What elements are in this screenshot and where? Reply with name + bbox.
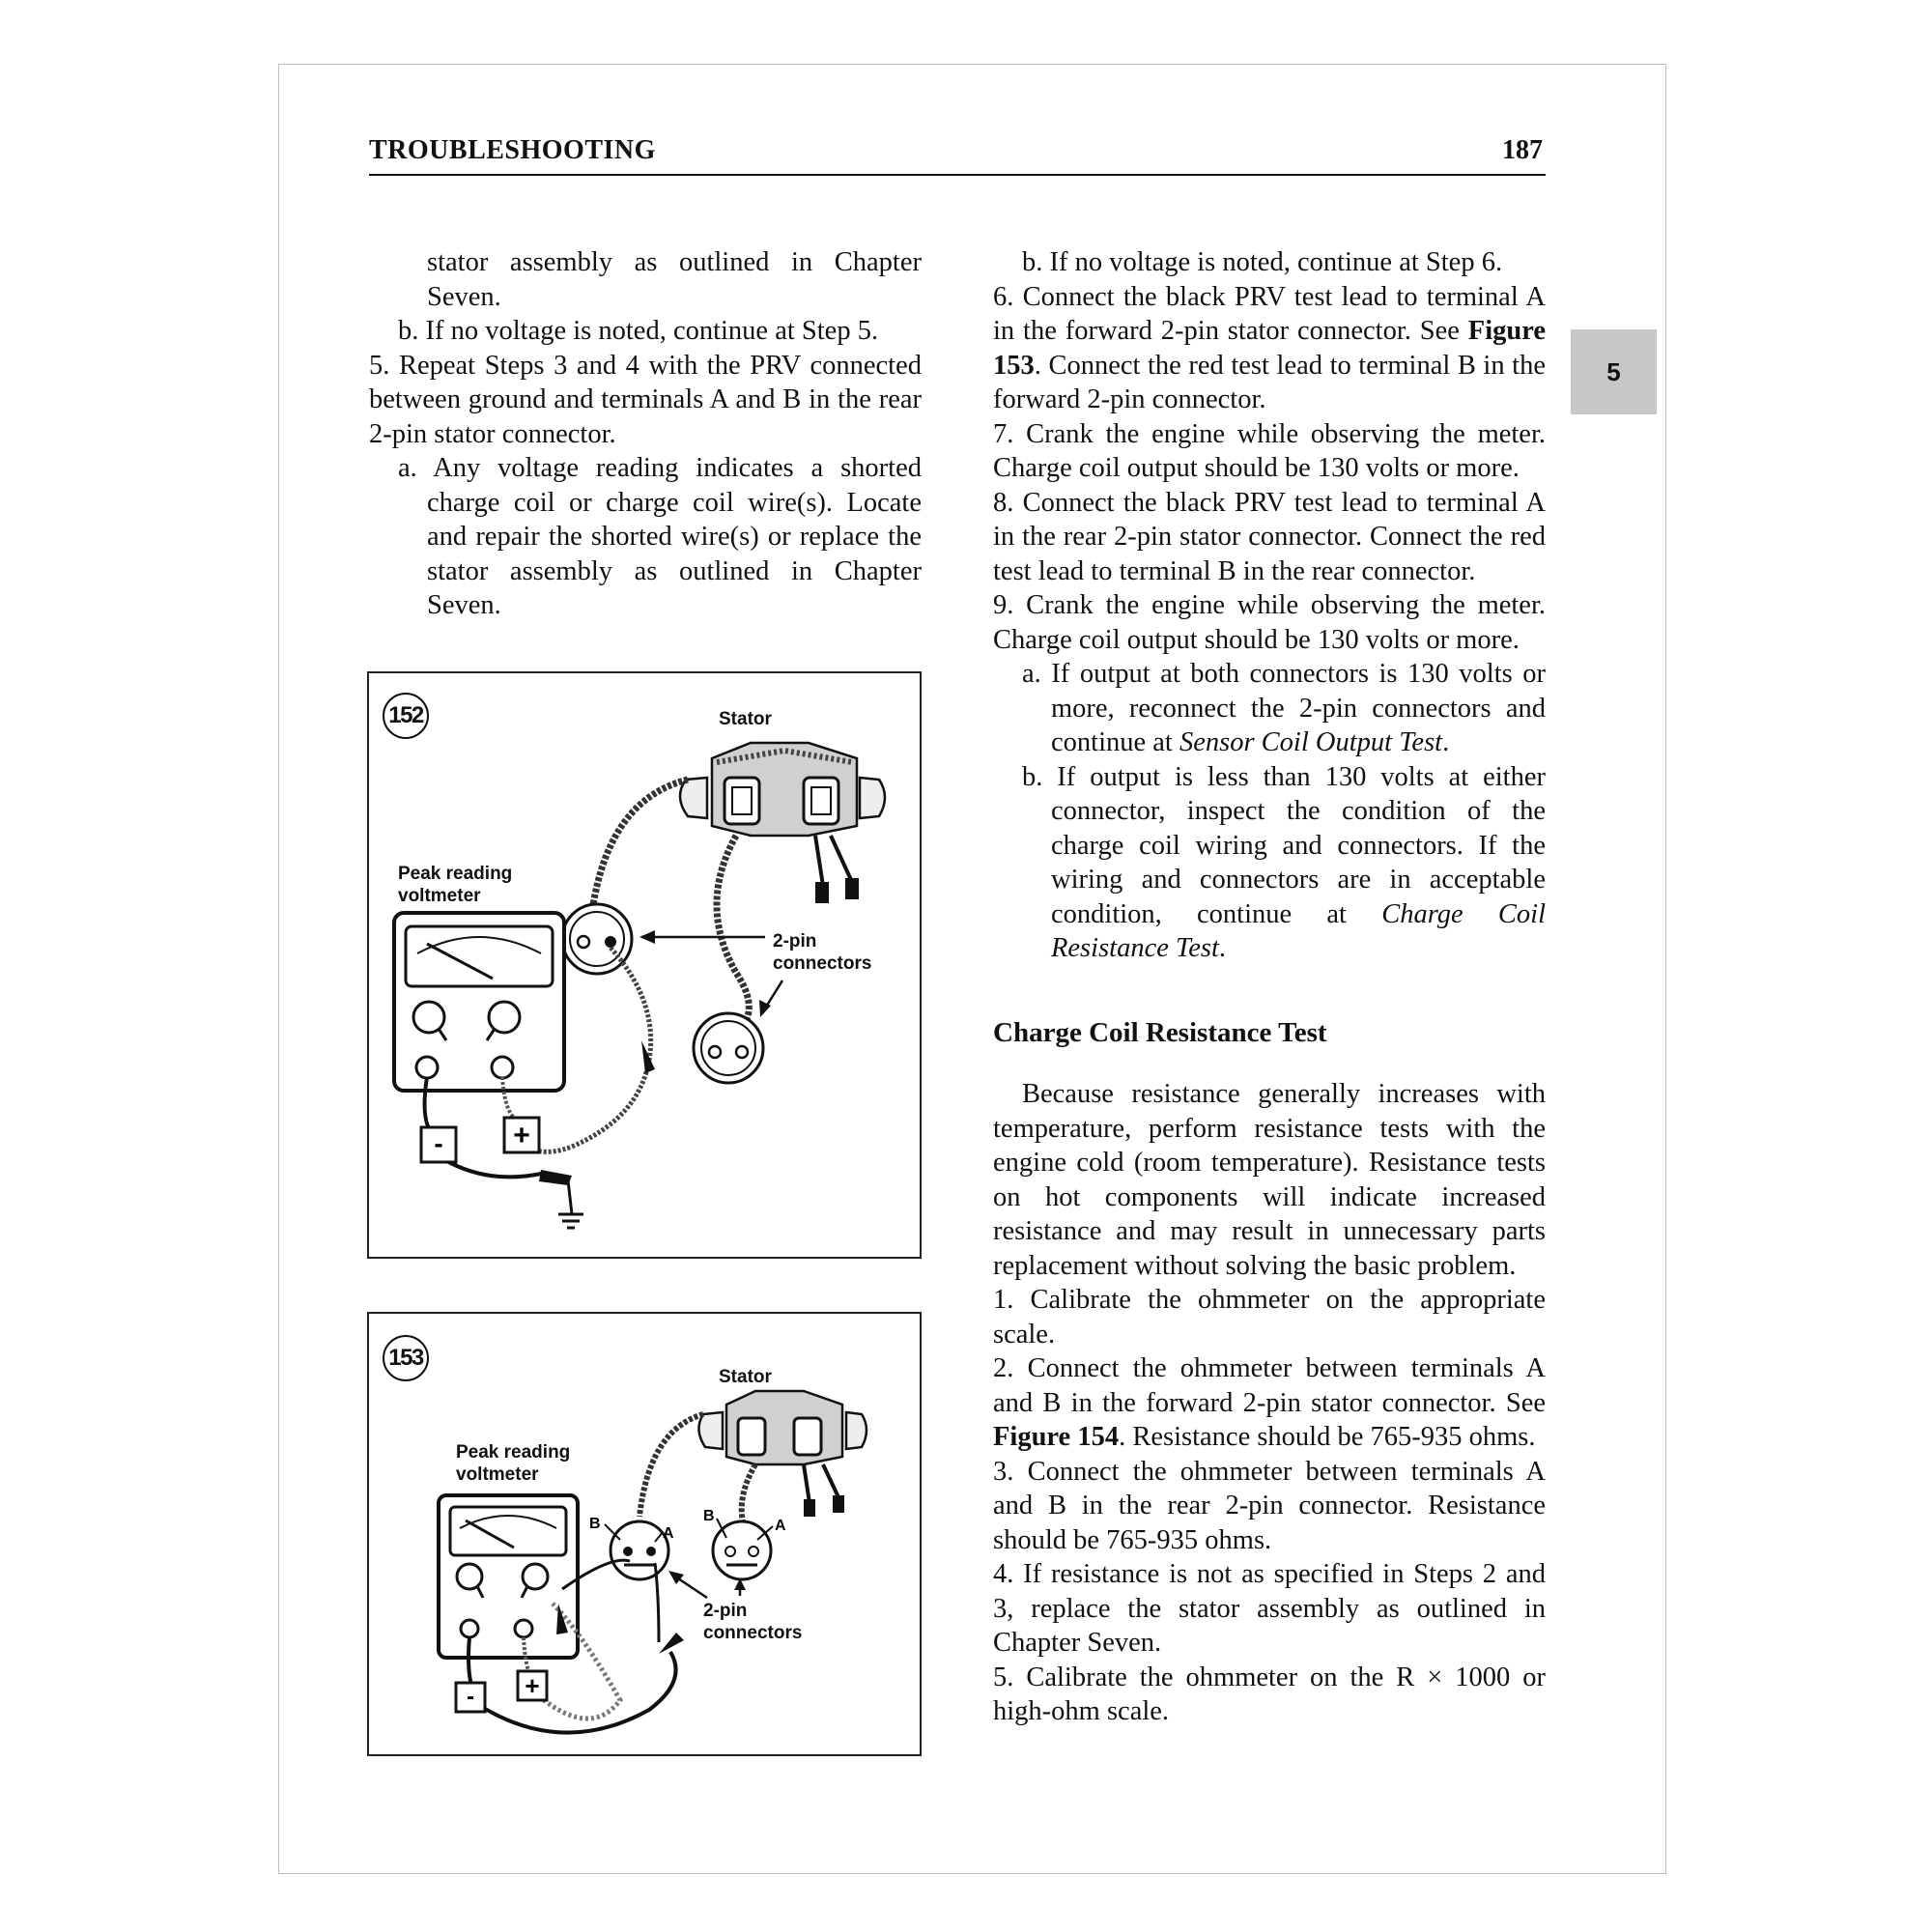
plus-sign: + [525,1671,540,1700]
text-run: . [1218,933,1227,963]
figure-153 [367,1312,922,1756]
paragraph: 7. Crank the engine while observing the meter. Charge coil output should be 130 volts or more. [993,418,1546,483]
paragraph: stator assembly as outlined in Chapter Seven. [427,247,922,312]
text-run: 2. Connect the ohmmeter between terminals A and B in the forward 2-pin stator connector. See [993,1353,1546,1418]
stator-label: Stator [719,1367,772,1387]
wiring-diagram-152 [369,673,920,1257]
paragraph [993,760,1546,966]
stator-illustration [680,743,885,903]
paragraph [993,657,1546,760]
text-run: 6. Connect the black PRV test lead to terminal A in the forward 2-pin stator connector. See [993,281,1546,346]
connector-front [611,1521,668,1579]
header-rule [369,174,1546,176]
paragraph: 5. Repeat Steps 3 and 4 with the PRV connected between ground and terminals A and B in the rear 2-pin stator connector. [369,350,922,449]
paragraph: 5. Calibrate the ohmmeter on the R × 1000 or high-ohm scale. [993,1662,1546,1726]
figure-number: 152 [383,693,429,739]
connector-rear [694,1013,763,1083]
voltmeter-label: Peak reading voltmeter [398,864,513,906]
connectors-label: 2-pin connectors [703,1601,803,1643]
paragraph: Because resistance generally increases with temperature, perform resistance tests with the engine cold (room temperature). Resistance tests on hot components will indicate increased resistance and may result in unnecessary parts replacement without solving the basic problem. [993,1079,1546,1281]
minus-sign: - [434,1128,443,1158]
section-reference: Sensor Coil Output Test [1179,727,1443,757]
connectors-label: 2-pin connectors [773,931,872,974]
paragraph: a. Any voltage reading indicates a shorted charge coil or charge coil wire(s). Locate and repair the shorted wire(s) or replace the stator assembly as outlined in Chapter Seven. [398,453,922,620]
text-run: . Resistance should be 765-935 ohms. [1119,1422,1536,1452]
paragraph: 8. Connect the black PRV test lead to terminal A in the rear 2-pin stator connector. Connect the red test lead to terminal B in the rear connector. [993,487,1546,586]
page-number: 187 [1502,135,1543,165]
terminal-b-label: B [703,1508,715,1524]
paragraph: b. If no voltage is noted, continue at Step 5. [398,316,879,346]
right-column [993,245,1546,1729]
running-header-title: TROUBLESHOOTING [369,135,656,165]
figure-reference: Figure 153 [993,316,1546,381]
terminal-a-label: A [775,1518,786,1534]
stator-illustration [698,1391,867,1517]
voltmeter-label: Peak reading voltmeter [456,1442,571,1485]
section-heading: Charge Coil Resistance Test [993,1016,1327,1048]
left-column [369,245,922,623]
figure-152 [367,671,922,1259]
paragraph: 9. Crank the engine while observing the meter. Charge coil output should be 130 volts or more. [993,590,1546,655]
paragraph: 3. Connect the ohmmeter between terminals A and B in the rear 2-pin connector. Resistance should be 765-935 ohms. [993,1456,1546,1555]
paragraph: 1. Calibrate the ohmmeter on the appropriate scale. [993,1285,1546,1350]
terminal-b-label: B [589,1516,601,1532]
minus-sign: - [467,1684,474,1710]
text-run: . [1442,727,1450,757]
paragraph: 4. If resistance is not as specified in Steps 2 and 3, replace the stator assembly as outlined in Chapter Seven. [993,1559,1546,1658]
wiring-diagram-153 [369,1314,920,1754]
paragraph: b. If no voltage is noted, continue at Step 6. [1022,247,1503,277]
figure-number: 153 [383,1335,429,1381]
voltmeter-illustration [394,913,564,1091]
connector-front [562,904,632,974]
stator-label: Stator [719,709,772,729]
text-run: b. If output is less than 130 volts at either connector, inspect the condition of the charge coil wiring and connectors. If the wiring and connectors are in acceptable condition, continue at [1022,761,1546,929]
text-run: a. If output at both connectors is 130 volts or more, reconnect the 2-pin connectors and continue at [1022,659,1546,757]
paragraph [993,280,1546,417]
section-reference: Charge Coil Resistance Test [1051,898,1546,963]
plus-sign: + [513,1120,530,1151]
chapter-tab: 5 [1571,329,1657,414]
figure-reference: Figure 154 [993,1422,1120,1452]
terminal-a-label: A [663,1525,674,1542]
text-run: . Connect the red test lead to terminal B in the forward 2-pin connector. [993,350,1546,414]
paragraph [993,1351,1546,1455]
